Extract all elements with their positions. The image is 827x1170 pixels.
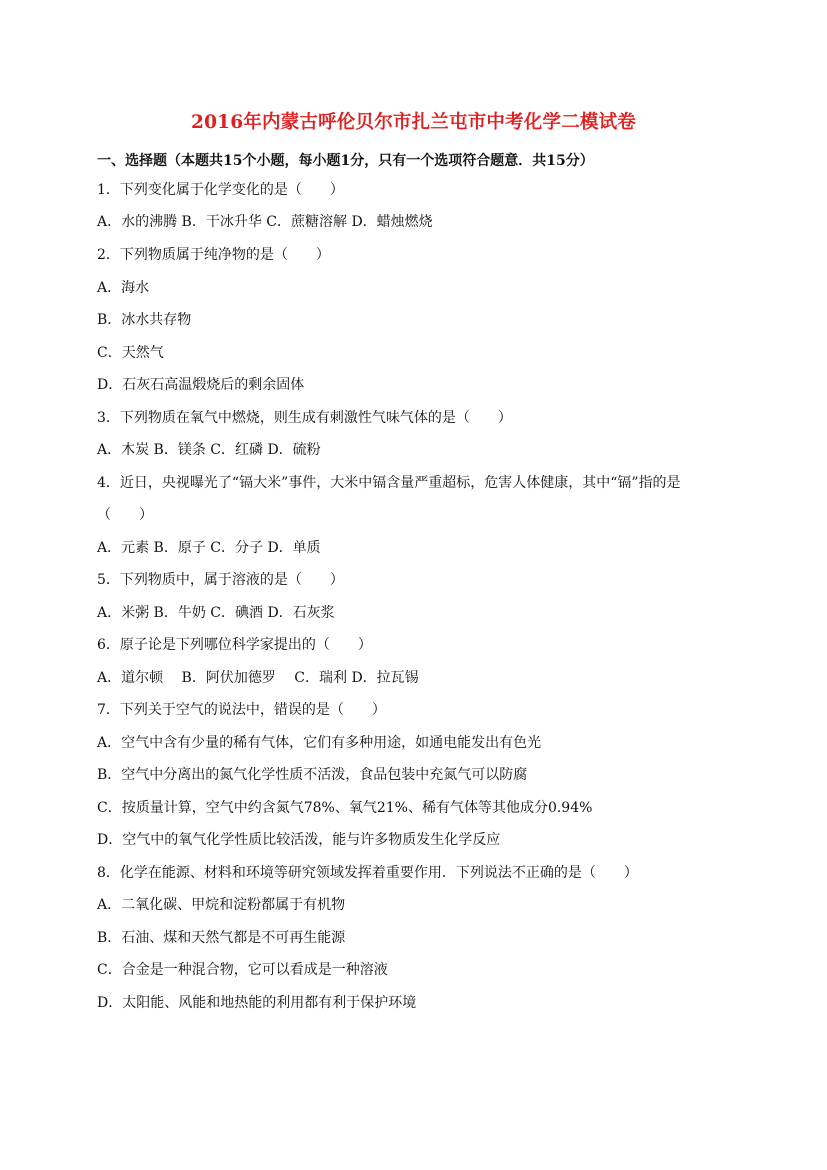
question-line: C．天然气 [97, 345, 164, 361]
question-line: D．空气中的氧气化学性质比较活泼，能与许多物质发生化学反应 [97, 832, 501, 848]
question-line: A．道尔顿 B．阿伏加德罗 C．瑞利 D．拉瓦锡 [97, 670, 419, 686]
question-line: D．太阳能、风能和地热能的利用都有利于保护环境 [97, 995, 417, 1011]
question-line: （ ） [97, 507, 153, 523]
question-line: B．冰水共存物 [97, 312, 192, 328]
question-line: B．石油、煤和天然气都是不可再生能源 [97, 930, 346, 946]
question-line: 1．下列变化属于化学变化的是（ ） [97, 182, 344, 198]
question-line: C．合金是一种混合物，它可以看成是一种溶液 [97, 962, 388, 978]
question-line: 7．下列关于空气的说法中，错误的是（ ） [97, 702, 386, 718]
question-line: A．米粥 B．牛奶 C．碘酒 D．石灰浆 [97, 605, 335, 621]
section-heading: 一、选择题（本题共15个小题，每小题1分，只有一个选项符合题意．共15分） [97, 153, 594, 169]
question-line: 8．化学在能源、材料和环境等研究领域发挥着重要作用．下列说法不正确的是（ ） [97, 865, 638, 881]
question-line: 6．原子论是下列哪位科学家提出的（ ） [97, 637, 372, 653]
question-line: 4．近日，央视曝光了“镉大米”事件，大米中镉含量严重超标，危害人体健康，其中“镉”指的是 [97, 475, 681, 491]
question-line: A．海水 [97, 280, 150, 296]
question-line: A．元素 B．原子 C．分子 D．单质 [97, 540, 321, 556]
question-line: D．石灰石高温煅烧后的剩余固体 [97, 377, 305, 393]
question-line: C．按质量计算，空气中约含氮气78%、氧气21%、稀有气体等其他成分0.94% [97, 800, 593, 816]
question-line: 3．下列物质在氧气中燃烧，则生成有刺激性气味气体的是（ ） [97, 410, 512, 426]
question-line: A．二氧化碳、甲烷和淀粉都属于有机物 [97, 897, 346, 913]
page-title: 2016年内蒙古呼伦贝尔市扎兰屯市中考化学二模试卷 [191, 112, 636, 133]
question-line: 2．下列物质属于纯净物的是（ ） [97, 247, 330, 263]
question-line: A．木炭 B．镁条 C．红磷 D．硫粉 [97, 442, 321, 458]
question-line: A．空气中含有少量的稀有气体，它们有多种用途，如通电能发出有色光 [97, 735, 542, 751]
question-line: A．水的沸腾 B．干冰升华 C．蔗糖溶解 D．蜡烛燃烧 [97, 214, 433, 230]
question-line: 5．下列物质中，属于溶液的是（ ） [97, 572, 344, 588]
question-line: B．空气中分离出的氮气化学性质不活泼，食品包装中充氮气可以防腐 [97, 767, 528, 783]
